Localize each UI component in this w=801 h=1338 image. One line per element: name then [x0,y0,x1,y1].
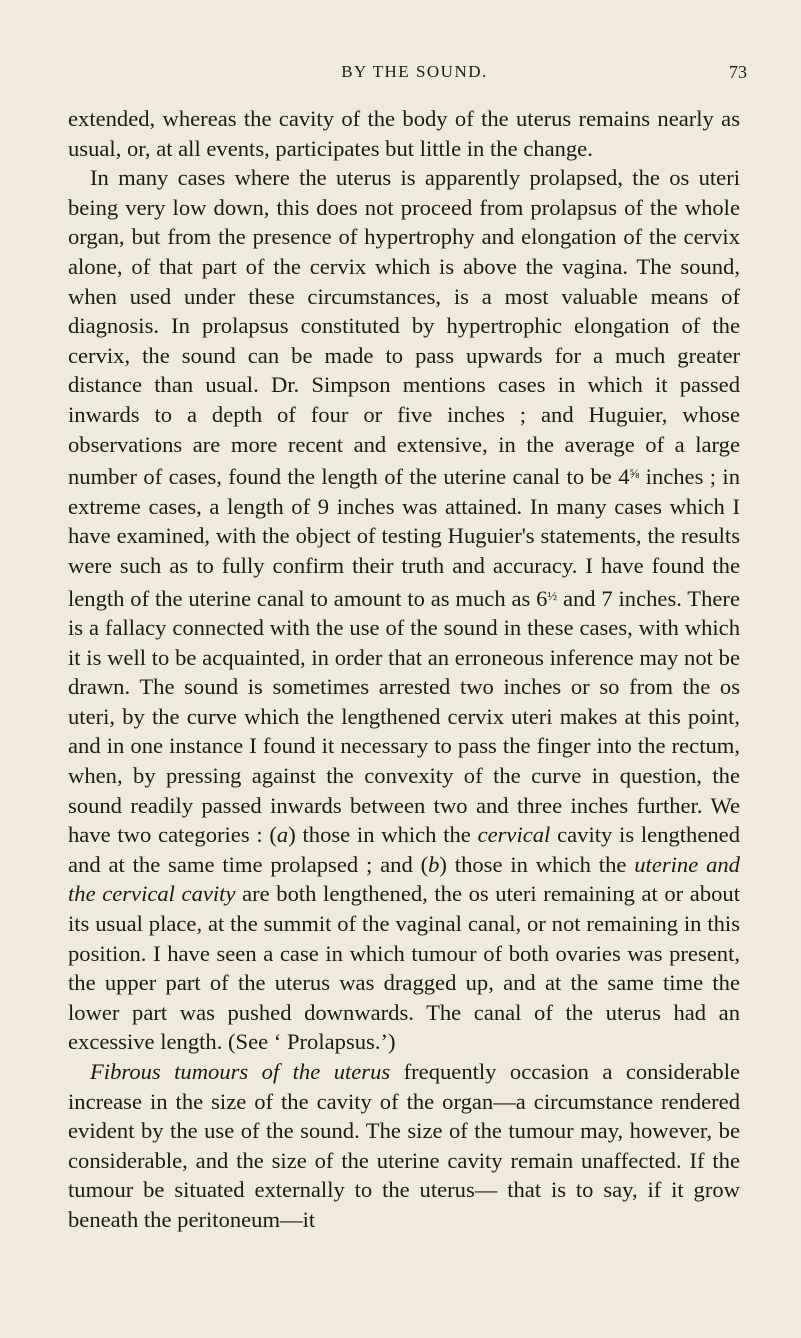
page-number: 73 [729,62,747,82]
paragraph-text: extended, whereas the cavity of the body of the uterus remains nearly as usual, or, at all events, participates but little in the change. [68,106,740,161]
paragraph-text: and 7 inches. There is a fallacy connected with the use of the sound in these cases, with which it is well to be acquainted, in order that an erroneous inference may not be drawn. The sound is sometimes arrested two inches or so from the os uteri, by the curve which the lengthened cervix uteri makes at this point, and in one instance I found it necessary to pass the finger into the rectum, when, by pressing against the convexity of the curve in question, the sound readily passed inwards between two and three inches further. We have two categories : ( [68,585,740,848]
paragraph-text: cavity is lengthened and at the same time prolapsed ; and ( [68,822,740,877]
paragraph-fibrous-tumours [68,1057,740,1235]
italic-cervical: cervical [477,822,551,848]
paragraph-text: inches ; in extreme cases, a length of 9 inches was attained. In many cases which I have examined, with the object of testing Huguier's statements, the results were such as to fully confirm their truth and accuracy. I have found the length of the uterine canal to amount to as much as 6 [68,464,740,611]
italic-letter-b: b [428,851,440,877]
running-head [68,62,761,86]
italic-section-lead: Fibrous tumours of the uterus [90,1059,391,1084]
paragraph-text: In many cases where the uterus is apparently prolapsed, the os uteri being very low down, this does not proceed from prolapsus of the whole organ, but from the presence of hypertrophy and elongation of the cervix alone, of that part of the cervix which is above the vagina. The sound, when used under these circumstances, is a most valuable means of diagnosis. In prolapsus constituted by hypertrophic elongation of the cervix, the sound can be made to pass upwards for a much greater distance than usual. Dr. Simpson mentions cases in which it passed inwards to a depth of four or five inches ; and Huguier, whose observations are more recent and extensive, in the average of a large number of cases, found the length of the uterine canal to be 4 [68,165,740,490]
running-title: BY THE SOUND. [341,62,488,81]
paragraph-text: are both lengthened, the os uteri remaining at or about its usual place, at the summit of the vaginal canal, or not remaining in this position. I have seen a case in which tumour of both ovaries was present, the upper part of the uterus was dragged up, and at the same time the lower part was pushed downwards. The canal of the uterus had an excessive length. (See ‘ Prolapsus.’) [68,881,741,1055]
body-text [68,104,740,1235]
italic-letter-a: a [276,822,289,848]
italic-uterine-cervical-cavity: uterine and the cervical cavity [68,851,740,907]
fraction-one-half: ½ [547,587,558,603]
paragraph-text: frequently occasion a considerable increase in the size of the cavity of the organ—a circumstance rendered evident by the use of the sound. The size of the tumour may, however, be considerable, and the size of the uterine cavity remain unaffected. If the tumour be situated externally to the uterus— that is to say, if it grow beneath the peritoneum—it [68,1059,741,1232]
paragraph-text: ) those in which the [288,822,478,848]
fraction-five-eighths: ⅝ [629,466,640,482]
paragraph-text: ) those in which the [439,851,635,877]
paragraph-continuation [68,104,740,163]
paragraph-cervix-elongation [68,163,740,1057]
